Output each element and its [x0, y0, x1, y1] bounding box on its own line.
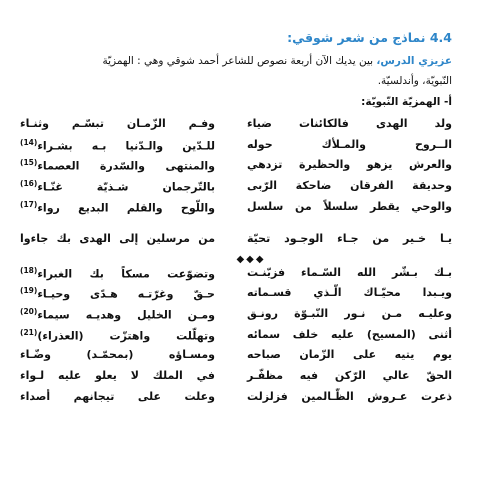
- poem-verse: [20, 329, 215, 342]
- footnote-number: (14): [20, 138, 38, 147]
- poem-verse: [20, 233, 215, 244]
- footnote-number: (16): [20, 179, 38, 188]
- poem-verse: [247, 287, 452, 298]
- verse-text: الــروح والمـلأك حوله: [247, 138, 452, 151]
- poem-verse: [247, 308, 452, 319]
- poem-verse: [20, 349, 215, 360]
- poem-title: أ- الهمزيّة النّبويّة:: [361, 96, 452, 108]
- verse-text: وعليـه مـن نـور النّبـوّة رونـق: [247, 307, 452, 320]
- verse-text: والمنتهى والسّدرة العصماء: [37, 159, 215, 173]
- section-title: 4.4 نماذج من شعر شوقي:: [287, 30, 452, 45]
- poem-verse: [247, 201, 452, 212]
- verse-text: من مرسلين إلى الهدى بك جاءوا: [20, 232, 215, 245]
- footnote-number: (19): [20, 286, 38, 295]
- verse-text: والعرش يزهو والحظيرة تزدهي: [247, 158, 452, 171]
- verse-text: ومسـاؤه (بمحمّـد) وضّـاء: [20, 348, 215, 361]
- verse-text: أثنى (المسيح) عليه خلف سمائه: [247, 328, 452, 341]
- verse-text: يوم يتيه على الزّمان صباحه: [247, 348, 452, 361]
- verse-text: واللّوح والقلم البديع رواء: [37, 201, 215, 215]
- intro-paragraph: [32, 55, 452, 67]
- footnote-number: (20): [20, 307, 38, 316]
- poem-verse: [247, 370, 452, 381]
- intro-continuation: النّبويّة، وأندلسيّة.: [377, 75, 452, 87]
- poem-verse: [247, 139, 452, 150]
- verse-text: وتهلّلت واهتزّت (العذراء): [37, 329, 215, 343]
- poem-verse: [247, 233, 452, 244]
- poem-verse: [247, 159, 452, 170]
- poem-verse: [247, 180, 452, 191]
- poem-verse: [20, 391, 215, 402]
- poem-verse: [20, 180, 215, 193]
- footnote-number: (18): [20, 266, 38, 275]
- poem-verse: [20, 308, 215, 321]
- stanza-separator: ◆◆◆: [236, 254, 266, 265]
- verse-text: بـك بـشّر الله السّـماء فزيّنـت: [247, 266, 452, 279]
- poem-verse: [20, 370, 215, 381]
- verse-text: وعلت على تيجانهم أصداء: [20, 390, 215, 403]
- poem-verse: [20, 201, 215, 214]
- verse-text: الحقّ عالي الرّكن فيه مظفّـر: [247, 369, 452, 382]
- footnote-number: (17): [20, 200, 38, 209]
- verse-text: وحديقة الفرقان ضاحكة الرّبى: [247, 179, 452, 192]
- verse-text: وفـم الزّمـان تبسّـم وثنـاء: [20, 117, 215, 130]
- verse-text: ومـن الخليل وهديـه سيماء: [37, 308, 215, 322]
- poem-verse: [247, 349, 452, 360]
- poem-verse: [247, 118, 452, 129]
- verse-text: بالتّرجمان شـذيّة غنّـاء: [37, 180, 215, 194]
- intro-text: بين يديك الآن أربعة نصوص للشاعر أحمد شوقي وهي : الهمزيّة: [102, 55, 377, 67]
- verse-text: ويـبدا محيّـاك الّـذي قسـماته: [247, 286, 452, 299]
- verse-text: حـقّ وغرّتـه هـدًى وحيـاء: [37, 287, 215, 301]
- verse-text: للـدّين والـدّنيا بـه بشـراء: [37, 139, 215, 153]
- verse-text: يـا خـير من جـاء الوجـود تحيّة: [247, 232, 452, 245]
- verse-text: ولد الهدى فالكائنات ضياء: [247, 117, 452, 130]
- poem-verse: [247, 391, 452, 402]
- poem-verse: [20, 139, 215, 152]
- footnote-number: (15): [20, 158, 38, 167]
- poem-verse: [20, 287, 215, 300]
- verse-text: ذعرت عـروش الظّـالمين فزلزلت: [247, 390, 452, 403]
- poem-verse: [20, 267, 215, 280]
- footnote-number: (21): [20, 328, 38, 337]
- poem-verse: [247, 267, 452, 278]
- verse-text: والوحي يقطر سلسلاً من سلسل: [247, 200, 452, 213]
- poem-verse: [20, 159, 215, 172]
- poem-verse: [247, 329, 452, 340]
- verse-text: وتضوّعت مسكاً بك الغبراء: [37, 267, 215, 281]
- poem-verse: [20, 118, 215, 129]
- verse-text: في الملك لا يعلو عليه لـواء: [20, 369, 215, 382]
- reader-address: عزيزي الدرس،: [376, 55, 452, 67]
